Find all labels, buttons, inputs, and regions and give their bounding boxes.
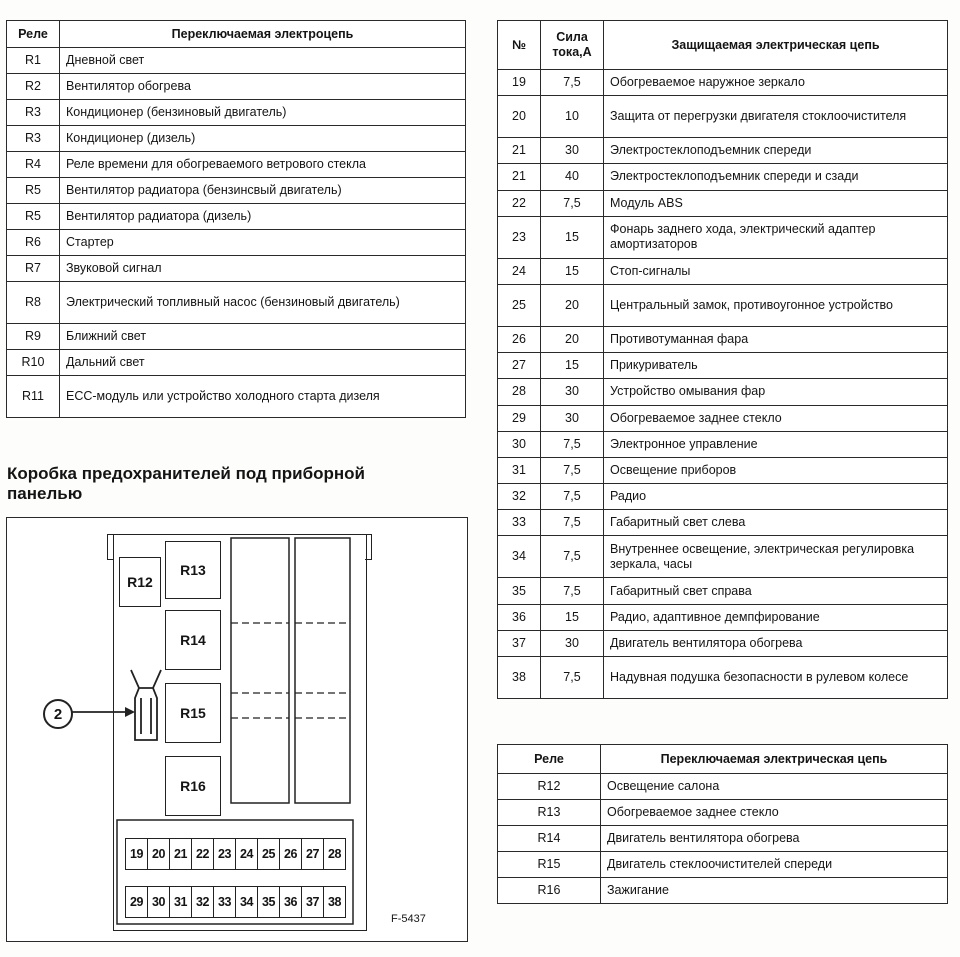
circuit-cell: Стартер [60, 230, 466, 256]
amps-cell: 15 [541, 353, 604, 379]
table-row [7, 282, 466, 324]
relay-r14: R14 [165, 610, 221, 670]
circuit-cell: Внутреннее освещение, электрическая регулировка зеркала, часы [604, 536, 948, 578]
fuse-slot: 34 [235, 886, 258, 918]
table-row [498, 353, 948, 379]
fuse-number-cell: 35 [498, 578, 541, 604]
column-header-number: № [498, 21, 541, 70]
fuse-slot: 31 [169, 886, 192, 918]
amps-cell: 7,5 [541, 431, 604, 457]
relay-r13: R13 [165, 541, 221, 599]
fuse-number-cell: 30 [498, 431, 541, 457]
table-row [7, 74, 466, 100]
fuse-slot: 26 [279, 838, 302, 870]
circuit-cell: Противотуманная фара [604, 326, 948, 352]
column-header-circuit: Переключаемая электрическая цепь [601, 745, 948, 774]
fuse-slot: 33 [213, 886, 236, 918]
table-header-row [498, 745, 948, 774]
relay-r15: R15 [165, 683, 221, 743]
relay-cell: R4 [7, 152, 60, 178]
circuit-cell: Двигатель вентилятора обогрева [604, 630, 948, 656]
circuit-cell: Освещение приборов [604, 457, 948, 483]
table-row [498, 379, 948, 405]
circuit-cell: Обогреваемое наружное зеркало [604, 70, 948, 96]
relay-table-panel [497, 744, 948, 904]
circuit-cell: Дневной свет [60, 48, 466, 74]
circuit-cell: Устройство омывания фар [604, 379, 948, 405]
amps-cell: 30 [541, 138, 604, 164]
fuse-slot: 29 [125, 886, 148, 918]
amps-cell: 7,5 [541, 510, 604, 536]
amps-cell: 30 [541, 630, 604, 656]
circuit-cell: Прикуриватель [604, 353, 948, 379]
circuit-cell: Двигатель вентилятора обогрева [601, 826, 948, 852]
table-row [498, 852, 948, 878]
amps-cell: 30 [541, 379, 604, 405]
table-row [7, 376, 466, 418]
table-row [498, 164, 948, 190]
table-row [498, 774, 948, 800]
fuse-number-cell: 21 [498, 164, 541, 190]
amps-cell: 10 [541, 96, 604, 138]
relay-cell: R6 [7, 230, 60, 256]
table-row [7, 100, 466, 126]
relay-cell: R16 [498, 878, 601, 904]
fuse-slot: 27 [301, 838, 324, 870]
fuse-slot: 19 [125, 838, 148, 870]
table-row [498, 70, 948, 96]
circuit-cell: Радио [604, 484, 948, 510]
column-header-circuit: Переключаемая электроцепь [60, 21, 466, 48]
column-header-relay: Реле [498, 745, 601, 774]
fuse-number-cell: 22 [498, 190, 541, 216]
fuse-slot: 25 [257, 838, 280, 870]
relay-cell: R10 [7, 350, 60, 376]
relay-cell: R5 [7, 178, 60, 204]
table-row [498, 190, 948, 216]
circuit-cell: Стоп-сигналы [604, 258, 948, 284]
fuse-slot: 22 [191, 838, 214, 870]
circuit-cell: Вентилятор обогрева [60, 74, 466, 100]
fuse-slot: 23 [213, 838, 236, 870]
fuse-number-cell: 29 [498, 405, 541, 431]
table-row [498, 457, 948, 483]
circuit-cell: Кондиционер (бензиновый двигатель) [60, 100, 466, 126]
circuit-cell: Кондиционер (дизель) [60, 126, 466, 152]
column-header-amps: Сила тока,А [541, 21, 604, 70]
circuit-cell: Обогреваемое заднее стекло [604, 405, 948, 431]
amps-cell: 30 [541, 405, 604, 431]
table-row [7, 152, 466, 178]
circuit-cell: Радио, адаптивное демпфирование [604, 604, 948, 630]
fuse-slot: 38 [323, 886, 346, 918]
fuse-number-cell: 20 [498, 96, 541, 138]
table-row [498, 258, 948, 284]
circuit-cell: Центральный замок, противоугонное устройство [604, 284, 948, 326]
amps-cell: 7,5 [541, 457, 604, 483]
table-row [498, 536, 948, 578]
fuse-slot: 24 [235, 838, 258, 870]
table-row [7, 350, 466, 376]
amps-cell: 15 [541, 216, 604, 258]
table-row [7, 204, 466, 230]
table-row [498, 657, 948, 699]
relay-cell: R5 [7, 204, 60, 230]
relay-cell: R13 [498, 800, 601, 826]
circuit-cell: Защита от перегрузки двигателя стоклоочистителя [604, 96, 948, 138]
circuit-cell: Габаритный свет справа [604, 578, 948, 604]
table-row [498, 405, 948, 431]
table-row [498, 431, 948, 457]
table-row [498, 630, 948, 656]
table-header-row [7, 21, 466, 48]
relay-cell: R9 [7, 324, 60, 350]
relay-cell: R7 [7, 256, 60, 282]
table-row [498, 578, 948, 604]
circuit-cell: Двигатель стеклоочистителей спереди [601, 852, 948, 878]
table-row [7, 324, 466, 350]
fuse-box-title: Коробка предохранителей под приборной панелью [7, 464, 365, 503]
amps-cell: 20 [541, 326, 604, 352]
circuit-cell: Вентилятор радиатора (бензинсвый двигатель) [60, 178, 466, 204]
fuse-number-cell: 27 [498, 353, 541, 379]
column-header-relay: Реле [7, 21, 60, 48]
amps-cell: 7,5 [541, 536, 604, 578]
table-row [7, 48, 466, 74]
table-row [498, 800, 948, 826]
table-row [7, 230, 466, 256]
fuse-number-cell: 36 [498, 604, 541, 630]
figure-code: F-5437 [391, 913, 426, 925]
amps-cell: 20 [541, 284, 604, 326]
relay-cell: R8 [7, 282, 60, 324]
fuse-slot: 37 [301, 886, 324, 918]
fuse-slot: 20 [147, 838, 170, 870]
amps-cell: 40 [541, 164, 604, 190]
fuse-number-cell: 34 [498, 536, 541, 578]
table-row [498, 96, 948, 138]
relay-cell: R15 [498, 852, 601, 878]
relay-cell: R3 [7, 126, 60, 152]
relay-table-main [6, 20, 466, 418]
circuit-cell: Реле времени для обогреваемого ветрового стекла [60, 152, 466, 178]
circuit-cell: Электростеклоподъемник спереди [604, 138, 948, 164]
table-row [498, 284, 948, 326]
fuse-number-cell: 33 [498, 510, 541, 536]
fuse-number-cell: 19 [498, 70, 541, 96]
circuit-cell: ECC-модуль или устройство холодного старта дизеля [60, 376, 466, 418]
relay-cell: R1 [7, 48, 60, 74]
fuse-table [497, 20, 948, 699]
amps-cell: 7,5 [541, 190, 604, 216]
circuit-cell: Электрический топливный насос (бензиновый двигатель) [60, 282, 466, 324]
fuse-slot: 21 [169, 838, 192, 870]
amps-cell: 7,5 [541, 70, 604, 96]
fuse-number-cell: 24 [498, 258, 541, 284]
fuse-box-diagram [6, 517, 468, 942]
table-row [498, 878, 948, 904]
circuit-cell: Освещение салона [601, 774, 948, 800]
large-slots-icon [7, 518, 467, 941]
circuit-cell: Надувная подушка безопасности в рулевом колесе [604, 657, 948, 699]
circuit-cell: Обогреваемое заднее стекло [601, 800, 948, 826]
table-row [498, 604, 948, 630]
callout-marker: 2 [43, 699, 73, 729]
fuse-number-cell: 21 [498, 138, 541, 164]
circuit-cell: Фонарь заднего хода, электрический адаптер амортизаторов [604, 216, 948, 258]
circuit-cell: Звуковой сигнал [60, 256, 466, 282]
relay-cell: R11 [7, 376, 60, 418]
fuse-number-cell: 31 [498, 457, 541, 483]
table-row [498, 510, 948, 536]
fuse-slot: 30 [147, 886, 170, 918]
circuit-cell: Модуль ABS [604, 190, 948, 216]
amps-cell: 7,5 [541, 657, 604, 699]
table-row [498, 326, 948, 352]
table-row [498, 216, 948, 258]
fuse-slot: 35 [257, 886, 280, 918]
circuit-cell: Габаритный свет слева [604, 510, 948, 536]
table-row [498, 138, 948, 164]
circuit-cell: Зажигание [601, 878, 948, 904]
table-header-row [498, 21, 948, 70]
circuit-cell: Вентилятор радиатора (дизель) [60, 204, 466, 230]
table-row [498, 484, 948, 510]
table-row [7, 126, 466, 152]
relay-r16: R16 [165, 756, 221, 816]
fuse-number-cell: 25 [498, 284, 541, 326]
relay-cell: R2 [7, 74, 60, 100]
fuse-number-cell: 37 [498, 630, 541, 656]
circuit-cell: Дальний свет [60, 350, 466, 376]
table-row [7, 256, 466, 282]
amps-cell: 15 [541, 258, 604, 284]
amps-cell: 7,5 [541, 578, 604, 604]
fuse-number-cell: 38 [498, 657, 541, 699]
table-row [498, 826, 948, 852]
table-row [7, 178, 466, 204]
relay-cell: R14 [498, 826, 601, 852]
fuse-number-cell: 23 [498, 216, 541, 258]
relay-cell: R3 [7, 100, 60, 126]
relay-r12: R12 [119, 557, 161, 607]
circuit-cell: Электростеклоподъемник спереди и сзади [604, 164, 948, 190]
circuit-cell: Электронное управление [604, 431, 948, 457]
column-header-circuit: Защищаемая электрическая цепь [604, 21, 948, 70]
fuse-slot: 28 [323, 838, 346, 870]
fuse-slot: 32 [191, 886, 214, 918]
amps-cell: 15 [541, 604, 604, 630]
amps-cell: 7,5 [541, 484, 604, 510]
fuse-number-cell: 32 [498, 484, 541, 510]
fuse-number-cell: 26 [498, 326, 541, 352]
relay-cell: R12 [498, 774, 601, 800]
fuse-slot: 36 [279, 886, 302, 918]
fuse-number-cell: 28 [498, 379, 541, 405]
circuit-cell: Ближний свет [60, 324, 466, 350]
